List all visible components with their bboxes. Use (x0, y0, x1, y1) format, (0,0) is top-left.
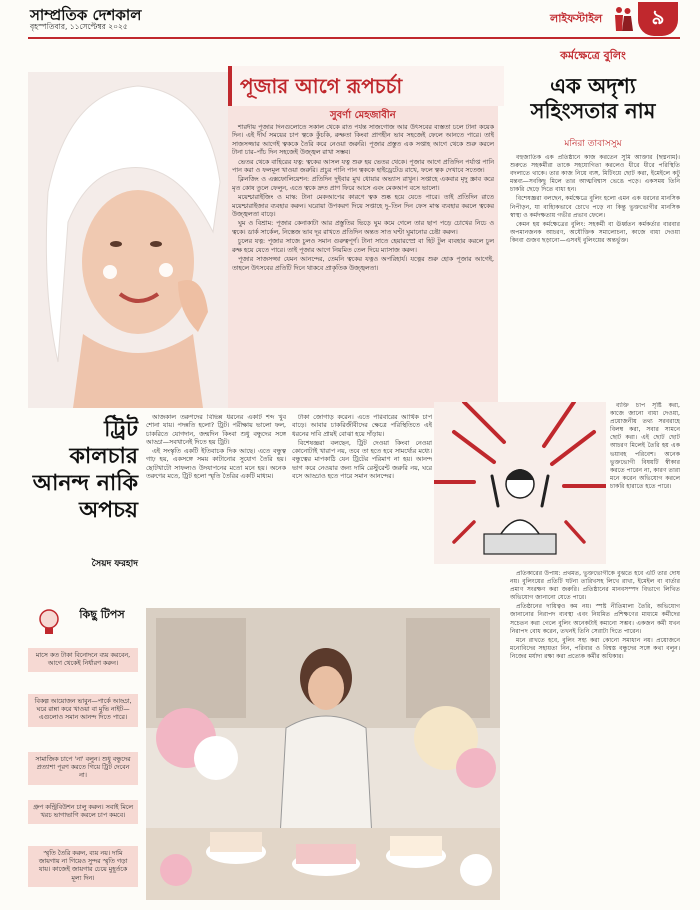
issue-date: বৃহস্পতিবার, ১১সেপ্টেম্বর ২০২৫ (30, 22, 128, 31)
bullying-body-bottom (510, 570, 680, 900)
paragraph: আজকাল তরুণদের বিভিন্ন ধরনের একটি শব্দ খুব শোনা যায়। পদন্নতি হলো? ট্রিট। পরীক্ষায় ভালো ফল, চাকরিতে যোগদান, জন্মদিন কিংবা শুধু বন্ধুদের সঙ্গে আড্ডা—সবখানেই দিতে হয় ট্রিট। (146, 414, 286, 446)
bullying-kicker: কর্মক্ষেত্রে বুলিং (560, 49, 626, 62)
couple-logo-icon (612, 6, 634, 32)
treat-article-author: সৈয়দ ফরহাদ (91, 559, 138, 569)
paragraph: বিশেষজ্ঞরা বলছেন, কর্মক্ষেত্রে বুলিং হলো এমন এক ধরনের মানসিক নিপীড়ন, যা বাহ্যিকভাবে চোখে পড়ে না কিন্তু ভুক্তভোগীর মানসিক স্বাস্থ্য ও কর্মদক্ষতায় গভীর প্রভাব ফেলে। (510, 195, 680, 219)
paragraph: ভেতর থেকে বাহিরের যত্ন: ত্বকের আসল যত্ন শুরু হয় ভেতর থেকে। পূজার আগে প্রতিদিন পর্যাপ্ত পানি পান করা ও ফলমূল খাওয়া জরুরি। প্রচুর পানি পান ত্বককে হাইড্রেটেড রাখে, ফলে ত্বক দেখাবে সতেজ। (232, 158, 494, 175)
page-number: ৯ (638, 2, 678, 36)
header-rule (28, 37, 680, 39)
paragraph: চুলের যত্ন: পূজার সাজে চুলও সমান গুরুত্বপূর্ণ। টানা সাতে হেয়ারস্প্রে বা হিট টুল ব্যবহার করলে চুল রুক্ষ হয়ে যেতে পারে। তাই পূজার আগে নিয়মিত তেল দিয়ে ম্যাসাজ করুন। (232, 238, 494, 254)
tips-heading: কিছু টিপস (79, 608, 125, 621)
title-prefix: পূজার আগে (240, 74, 347, 98)
newspaper-title[interactable]: সাম্প্রতিক দেশকাল (30, 6, 142, 24)
beauty-article-title (240, 72, 402, 105)
paragraph: এই সংস্কৃতি একটি ইতিবাচক দিক আছে। এতে বন্ধুত্ব গাঢ় হয়, একসঙ্গে সময় কাটানোর সুযোগ তৈরি হয়। ছোটখাটো সাফল্যও উদযাপনের মতো মনে হয়। অনেক তরুণের মতে, ট্রিট হলো স্মৃতি তৈরির একটি মাধ্যম। (146, 448, 286, 481)
bullying-article-title: এক অদৃশ্য সহিংসতার নাম (530, 74, 656, 123)
cake-shop-photo (146, 608, 500, 900)
paragraph: কেমন হয় কর্মক্ষেত্রের বুলিং: সহকর্মী বা ঊর্ধ্বতন কর্মকর্তার বারবার অপমানজনক আচরণ, অযৌক্তিক সমালোচনা, কাজে বাধা দেওয়া কিংবা গুজব ছড়ানো—এসবই বুলিংয়ের অন্তর্ভুক্ত। (510, 220, 680, 244)
paragraph: ব্যক্তি চাপ সৃষ্টি করা, কাজে জানো বাধা দেওয়া, প্রয়োজনীয় তথ্য সরবরাহে বিলম্ব করা, সবার সামনে ছোট করা। এই ছোট ছোট আচরণ মিলেই তৈরি হয় এক ভয়াবহ পরিবেশ। অনেক ভুক্তভোগী বিষয়টি স্বীকার করতে পারেন না, কারণ তারা মনে করেন অভিযোগ করলে চাকরি হারাতে হতে পারে। (610, 402, 680, 490)
paragraph: বিশেষজ্ঞরা বলছেন, ট্রিট দেওয়া কিংবা নেওয়া কোনোটাই খারাপ নয়, তবে তা হতে হবে সামর্থ্যের মধ্যে। বন্ধুত্বের মাপকাঠি যেন ট্রিটের পরিমাণ না হয়। আনন্দ ভাগ করে নেওয়ার জন্য দামি রেস্টুরেন্ট জরুরি নয়, ঘরে বসে আড্ডাও হতে পারে সমান আনন্দের। (292, 439, 432, 481)
tip-item: সামাজিক চাপে 'না' বলুন। শুধু বন্ধুদের প্রত্যাশা পূরণ করতে গিয়ে ট্রিট দেবেন না। (28, 752, 138, 785)
bullying-article-author: মনিরা তাবাসসুম (564, 139, 622, 149)
paragraph: শারদীয় পূজার দিনগুলোতে সকাল থেকে রাত পর্যন্ত সাজগোজ আর উৎসবের ব্যস্ততা চলে টানা কয়েক দিন। এই দীর্ঘ সময়ের চাপ ত্বকে কুঁচকি, রুক্ষতা কিংবা প্রাণহীন ভাব সহজেই ফেলে আনতে পারে। তাই সাজসজ্জার আগেই ত্বককে তৈরি করে নেওয়া জরুরি। পূজার প্রস্তুত এক সপ্তাহ আগে থেকে শুরু করলে টানা চার–পাঁচ দিন সহজেই উজ্জ্বল রাখা সম্ভব। (232, 124, 494, 157)
treat-body-col1 (146, 414, 286, 602)
paragraph: ঘুম ও বিশ্রাম: পূজার কেনাকাটা আর প্রস্তুতির ভিড়ে ঘুম কমে গেলে তার ছাপ পড়ে চোখের নিচে ও ত্বকে। ডার্ক সার্কেল, নিস্তেজ ভাব দূর রাখতে প্রতিদিন অন্তত সাত ঘণ্টা ঘুমানোর চেষ্টা করুন। (232, 220, 494, 236)
paragraph: বহুজাতিক এক প্রতিষ্ঠানে কাজ করতেন সুমি আক্তার (ছদ্মনাম)। শুরুতে সহকর্মীরা তাকে সহযোগিতা করলেও ধীরে ধীরে পরিস্থিতি বদলাতে থাকে। তার কাজ নিয়ে ব্যঙ্গ, মিটিংয়ে ছোট করা, ইমেইলে কটু মন্তব্য—সবকিছু মিলে তার আত্মবিশ্বাস ভেঙে পড়ে। একসময় তিনি চাকরি ছেড়ে দিতে বাধ্য হন। (510, 154, 680, 194)
beauty-article-body (232, 124, 494, 404)
tip-item: গ্রুপ কন্ট্রিবিউশন চালু করুন। সবাই মিলে খরচ ভাগাভাগি করলে চাপ কমবে। (28, 800, 138, 824)
lightbulb-icon (36, 608, 62, 638)
treat-article-title: ট্রিট কালচার আনন্দ নাকি অপচয় (32, 417, 138, 523)
paragraph: টাকা জোগাড় করেন। এতে পরিবারের আর্থিক চাপ বাড়ে। আবার চাকরিজীবীদের ক্ষেত্রে পরিস্থিতিতে এই ধরনের দাবি প্রায়ই বোঝা হয়ে দাঁড়ায়। (292, 414, 432, 438)
title-highlight: রূপচর্চা (346, 74, 403, 98)
paragraph: প্রতিষ্ঠানের দায়িত্বও কম নয়। স্পষ্ট নীতিমালা তৈরি, অভিযোগ জানানোর নিরাপদ ব্যবস্থা এবং নিয়মিত প্রশিক্ষণের মাধ্যমে কর্মীদের সচেতন করা গেলে বুলিং অনেকটাই কমানো সম্ভব। একজন কর্মী যখন নিরাপদ বোধ করেন, তখনই তিনি সেরাটা দিতে পারেন। (510, 603, 680, 635)
bullying-body-top (510, 154, 680, 398)
woman-towel-photo (28, 72, 228, 408)
treat-body-col2 (292, 414, 432, 602)
tip-item: বিকল্প আয়োজন ভাবুন—পার্কে আড্ডা, ঘরে রান্না করে খাওয়া বা মুভি নাইট—এগুলোও সমান আনন্দ দিতে পারে। (28, 694, 138, 727)
paragraph: মনে রাখতে হবে, বুলিং সহ্য করা কোনো সমাধান নয়। প্রয়োজনে মনোবিদের সহায়তা নিন, পরিবার ও বিশ্বস্ত বন্ধুদের সঙ্গে কথা বলুন। নিজের মর্যাদা রক্ষা করা প্রত্যেক কর্মীর অধিকার। (510, 636, 680, 660)
paragraph: ময়েশ্চারাইজিং ও মাস্ক: টানা মেকআপের কারণে ত্বক শুষ্ক হয়ে যেতে পারে। তাই প্রতিদিন রাতে ময়েশ্চারাইজার ব্যবহার করুন। ঘরোয়া উপকরণ দিয়ে সপ্তাহে দু–তিন দিন ফেস মাস্ক ব্যবহার করলে ত্বকের উজ্জ্বলতা বাড়ে। (232, 194, 494, 219)
tip-item: স্মৃতি তৈরি করুন, ব্যয় নয়। দামি জায়গায় না গিয়েও সুন্দর স্মৃতি গড়া যায়। কাজেই জায়গার চেয়ে মুহূর্তকে মূল্য দিন। (28, 846, 138, 887)
paragraph: পূজার সাজসজ্জা যেমন আনন্দের, তেমনি ত্বকের যত্নও অপরিহার্য। যত্নের শুরু হোক পূজার আগেই, তাহলে উৎসবের প্রতিটি দিনে থাকবে প্রাকৃতিক উজ্জ্বলতা। (232, 256, 494, 272)
tip-item: মাসে কত টাকা বিনোদনে ব্যয় করবেন, আগে থেকেই নির্ধারণ করুন। (28, 648, 138, 672)
paragraph: ক্লিনজিং ও এক্সফোলিয়েশন: প্রতিদিন দুইবার মুখ ধোয়ার অভ্যাস রাখুন। সপ্তাহে একবার মৃদু স্ক্রাব করে মৃত কোষ তুলে ফেলুন, এতে ত্বকে দ্রুত প্রাণ ফিরে আসে এবং মেকআপ বসে ভালো। (232, 176, 494, 192)
paragraph: প্রতিকারের উপায়: প্রথমত, ভুক্তভোগীকে বুঝতে হবে এটি তার দোষ নয়। বুলিংয়ের প্রতিটি ঘটনা তারিখসহ লিখে রাখা, ইমেইল বা বার্তার প্রমাণ সংরক্ষণ করা জরুরি। প্রতিষ্ঠানের মানবসম্পদ বিভাগে লিখিত অভিযোগ জানানো যেতে পারে। (510, 570, 680, 602)
section-label[interactable]: লাইফস্টাইল (550, 12, 603, 25)
office-bullying-illustration (434, 402, 606, 564)
beauty-article-author: সুবর্ণা মেহজাবীন (330, 110, 396, 121)
